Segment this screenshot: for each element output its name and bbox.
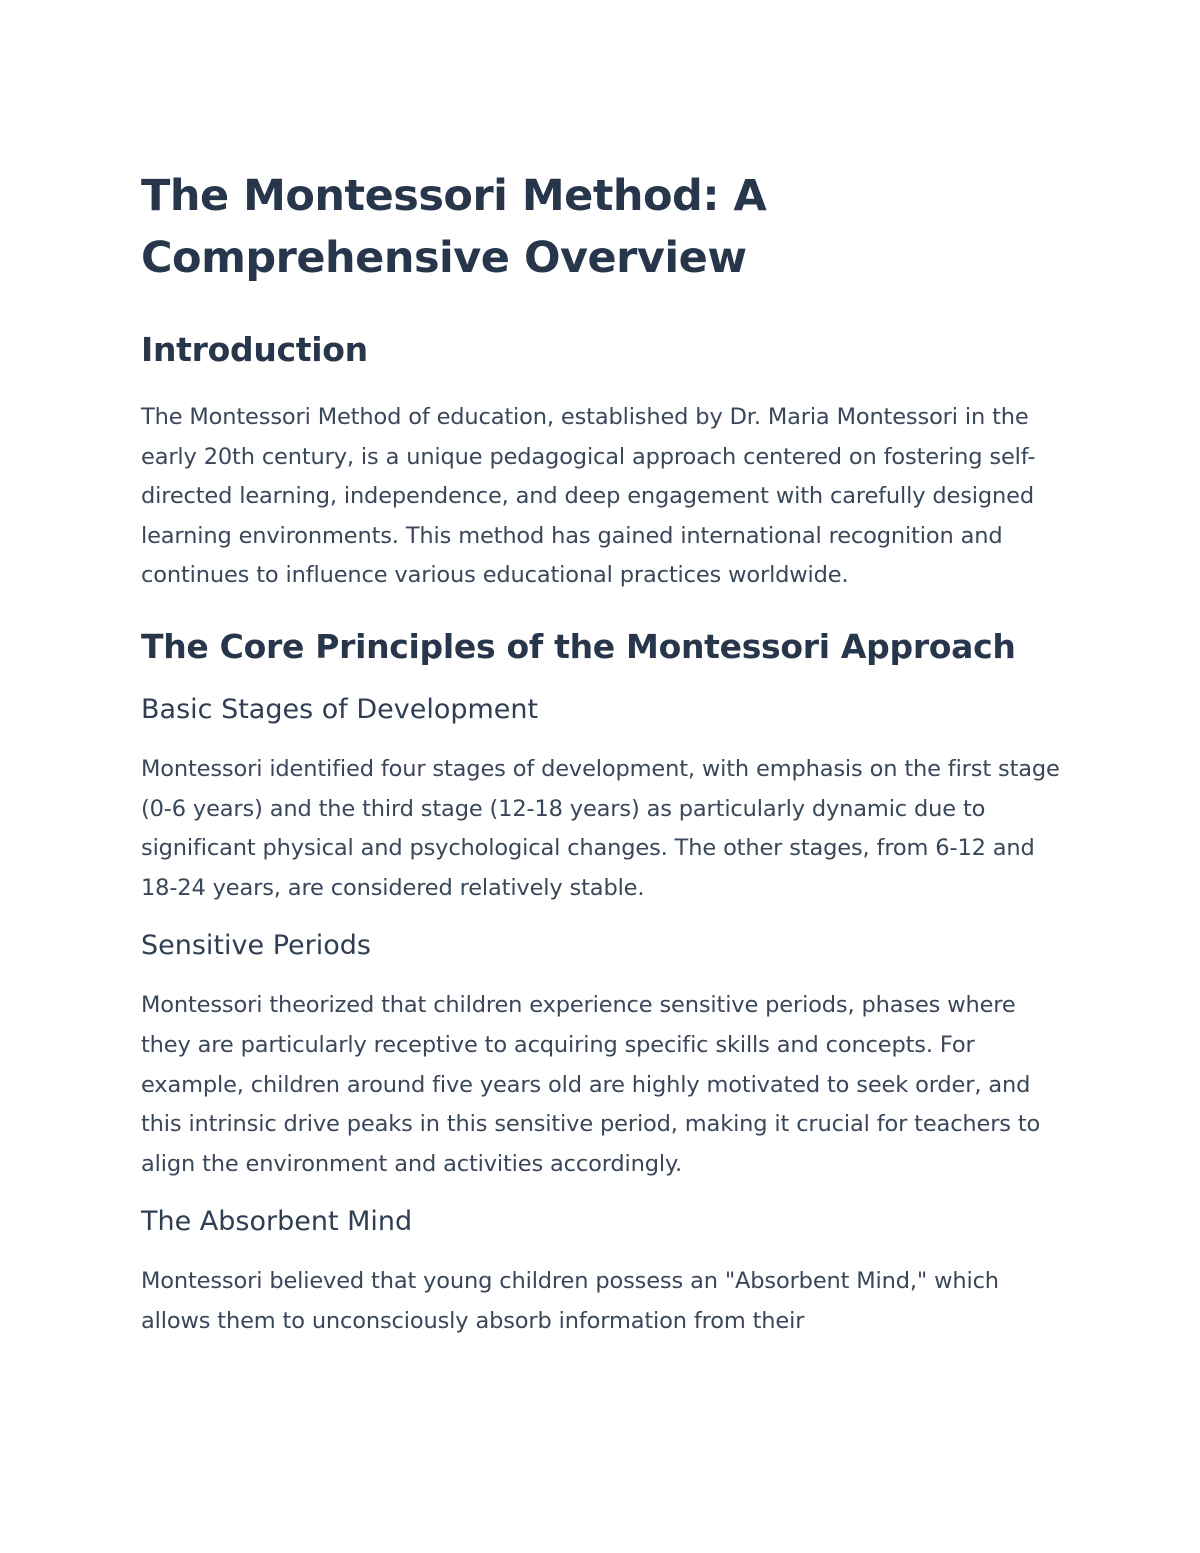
document-page [141, 165, 1071, 1342]
subheading-sensitive-periods: Sensitive Periods [141, 930, 371, 962]
heading-core-principles: The Core Principles of the Montessori Approach [141, 626, 1016, 666]
subheading-absorbent-mind: The Absorbent Mind [141, 1206, 413, 1238]
document-title: The Montessori Method: A Comprehensive Overview [141, 171, 767, 283]
paragraph-stages-of-development: Montessori identified four stages of development, with emphasis on the first stage (0-6 years) and the third stage (12-18 years) as particularly dynamic due to significant physical and psychological changes. The other stages, from 6-12 and 18-24 years, are considered relatively stable. [141, 755, 1060, 901]
subheading-stages-of-development: Basic Stages of Development [141, 693, 539, 725]
paragraph-absorbent-mind: Montessori believed that young children possess an "Absorbent Mind," which allows them to unconsciously absorb information from their [141, 1268, 999, 1334]
paragraph-sensitive-periods: Montessori theorized that children experience sensitive periods, phases where they are particularly receptive to acquiring specific skills and concepts. For example, children around five years old are highly motivated to seek order, and this intrinsic drive peaks in this sensitive period, making it crucial for teachers to align the environment and activities accordingly. [141, 992, 1041, 1177]
heading-introduction: Introduction [141, 330, 368, 369]
paragraph-introduction: The Montessori Method of education, established by Dr. Maria Montessori in the early 20th century, is a unique pedagogical approach centered on fostering self-directed learning, independence, and deep engagement with carefully designed learning environments. This method has gained international recognition and continues to influence various educational practices worldwide. [141, 404, 1036, 589]
